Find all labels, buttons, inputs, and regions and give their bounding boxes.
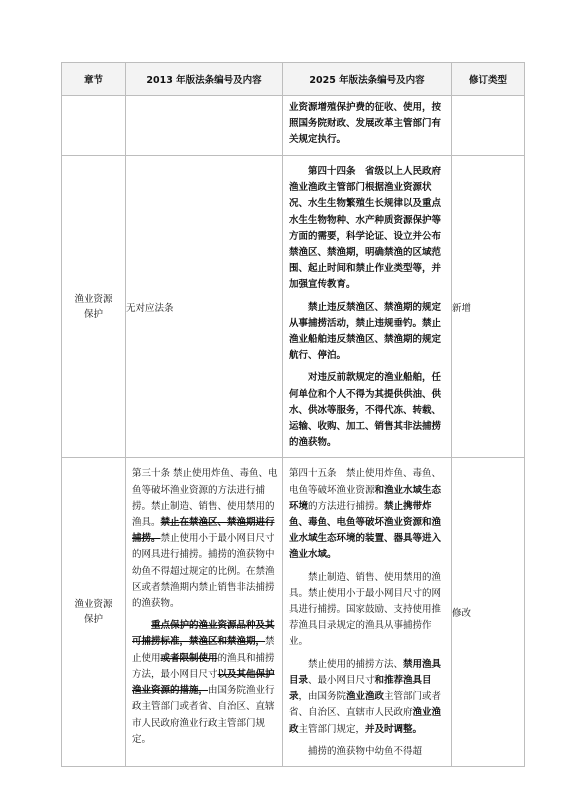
added-text: 禁止携带炸鱼、毒鱼、电鱼等破坏渔业资源和渔业水域生态环境的装置、器具等进入渔业水域。 xyxy=(289,500,442,561)
deleted-text: 重点保护的渔业资源品种及其可捕捞标准，禁渔区和禁渔期， xyxy=(132,620,275,648)
revision-comparison-table xyxy=(61,62,525,767)
old-law-text: 无对应法条 xyxy=(126,302,174,314)
revision-type-cell xyxy=(452,96,525,156)
added-text: 并及时调整。 xyxy=(365,723,423,735)
deleted-text: 以及其他保护渔业资源的措施， xyxy=(132,668,275,697)
chapter-label-line1: 渔业资源 xyxy=(74,599,113,611)
new-law-cell xyxy=(283,96,452,156)
new-law-paragraph: 第四十四条 省级以上人民政府渔业渔政主管部门根据渔业资源状况、水生生物繁殖生长规律以及重点水生生物物种、水产种质资源保护等方面的需要，科学论证、设立并公布禁渔区、禁渔期，明确禁渔的区域范围、起止时间和禁止作业类型等，并加强宣传教育。 xyxy=(289,166,442,291)
chapter-label-line1: 渔业资源 xyxy=(74,293,113,305)
old-law-cell xyxy=(126,156,283,458)
deleted-text: 禁止在禁渔区、禁渔期进行捕捞。 xyxy=(132,517,275,545)
added-text: 禁用渔具目录 xyxy=(289,658,442,686)
table-header-row xyxy=(62,63,525,96)
revision-type-label: 新增 xyxy=(452,302,472,314)
new-law-paragraph: 禁止制造、销售、使用禁用的渔具。禁止使用小于最小网目尺寸的网具进行捕捞。国家鼓励、支持使用推荐渔具目录规定的渔具从事捕捞作业。 xyxy=(289,571,442,648)
chapter-cell xyxy=(62,96,126,156)
old-law-paragraph: 重点保护的渔业资源品种及其可捕捞标准，禁渔区和禁渔期，禁止使用或者限制使用的渔具和捕捞方法，最小网目尺寸以及其他保护渔业资源的措施，由国务院渔业行政主管部门或者省、自治区、直辖市人民政府渔业行政主管部门规定。 xyxy=(132,620,275,745)
old-law-cell xyxy=(126,96,283,156)
chapter-cell xyxy=(62,458,126,766)
revision-type-cell xyxy=(452,458,525,766)
table-row xyxy=(62,458,525,766)
old-law-cell xyxy=(126,458,283,766)
table-row xyxy=(62,156,525,458)
chapter-label-line2: 保护 xyxy=(83,614,103,626)
added-text: 渔业渔政 xyxy=(289,707,442,735)
new-law-paragraph: 禁止违反禁渔区、禁渔期的规定从事捕捞活动，禁止违规垂钓。禁止渔业船舶违反禁渔区、禁渔期的规定航行、停泊。 xyxy=(289,301,442,362)
new-law-text: 业资源增殖保护费的征收、使用，按照国务院财政、发展改革主管部门有关规定执行。 xyxy=(289,102,442,146)
new-law-paragraph: 对违反前款规定的渔业船舶，任何单位和个人不得为其提供供油、供水、供冰等服务，不得代冻、转载、运输、收购、加工、销售其非法捕捞的渔获物。 xyxy=(289,372,442,449)
header-revision-type: 修订类型 xyxy=(452,63,525,96)
chapter-label-line2: 保护 xyxy=(83,308,103,320)
old-law-paragraph: 第三十条 禁止使用炸鱼、毒鱼、电鱼等破坏渔业资源的方法进行捕捞。禁止制造、销售、使用禁用的渔具。禁止在禁渔区、禁渔期进行捕捞。禁止使用小于最小网目尺寸的网具进行捕捞。捕捞的渔获物中幼鱼不得超过规定的比例。在禁渔区或者禁渔期内禁止销售非法捕捞的渔获物。 xyxy=(132,468,278,610)
chapter-cell xyxy=(62,156,126,458)
header-2025-version: 2025 年版法条编号及内容 xyxy=(283,63,452,96)
added-text: 和推荐渔具目录 xyxy=(289,674,432,703)
header-chapter: 章节 xyxy=(62,63,126,96)
new-law-cell xyxy=(283,156,452,458)
new-law-cell xyxy=(283,458,452,766)
table-row xyxy=(62,96,525,156)
new-law-paragraph: 捕捞的渔获物中幼鱼不得超 xyxy=(308,745,423,757)
revision-type-cell xyxy=(452,156,525,458)
new-law-paragraph: 第四十五条 禁止使用炸鱼、毒鱼、电鱼等破坏渔业资源和渔业水域生态环境的方法进行捕捞。禁止携带炸鱼、毒鱼、电鱼等破坏渔业资源和渔业水域生态环境的装置、器具等进入渔业水域。 xyxy=(289,468,442,561)
added-text: 渔业渔政 xyxy=(346,691,385,703)
revision-type-label: 修改 xyxy=(452,608,472,620)
deleted-text: 或者限制使用 xyxy=(160,652,218,664)
new-law-paragraph: 禁止使用的捕捞方法、禁用渔具目录、最小网目尺寸和推荐渔具目录，由国务院渔业渔政主管部门或者省、自治区、直辖市人民政府渔业渔政主管部门规定，并及时调整。 xyxy=(289,658,442,735)
header-2013-version: 2013 年版法条编号及内容 xyxy=(126,63,283,96)
added-text: 和渔业水域生态环境 xyxy=(289,484,442,512)
